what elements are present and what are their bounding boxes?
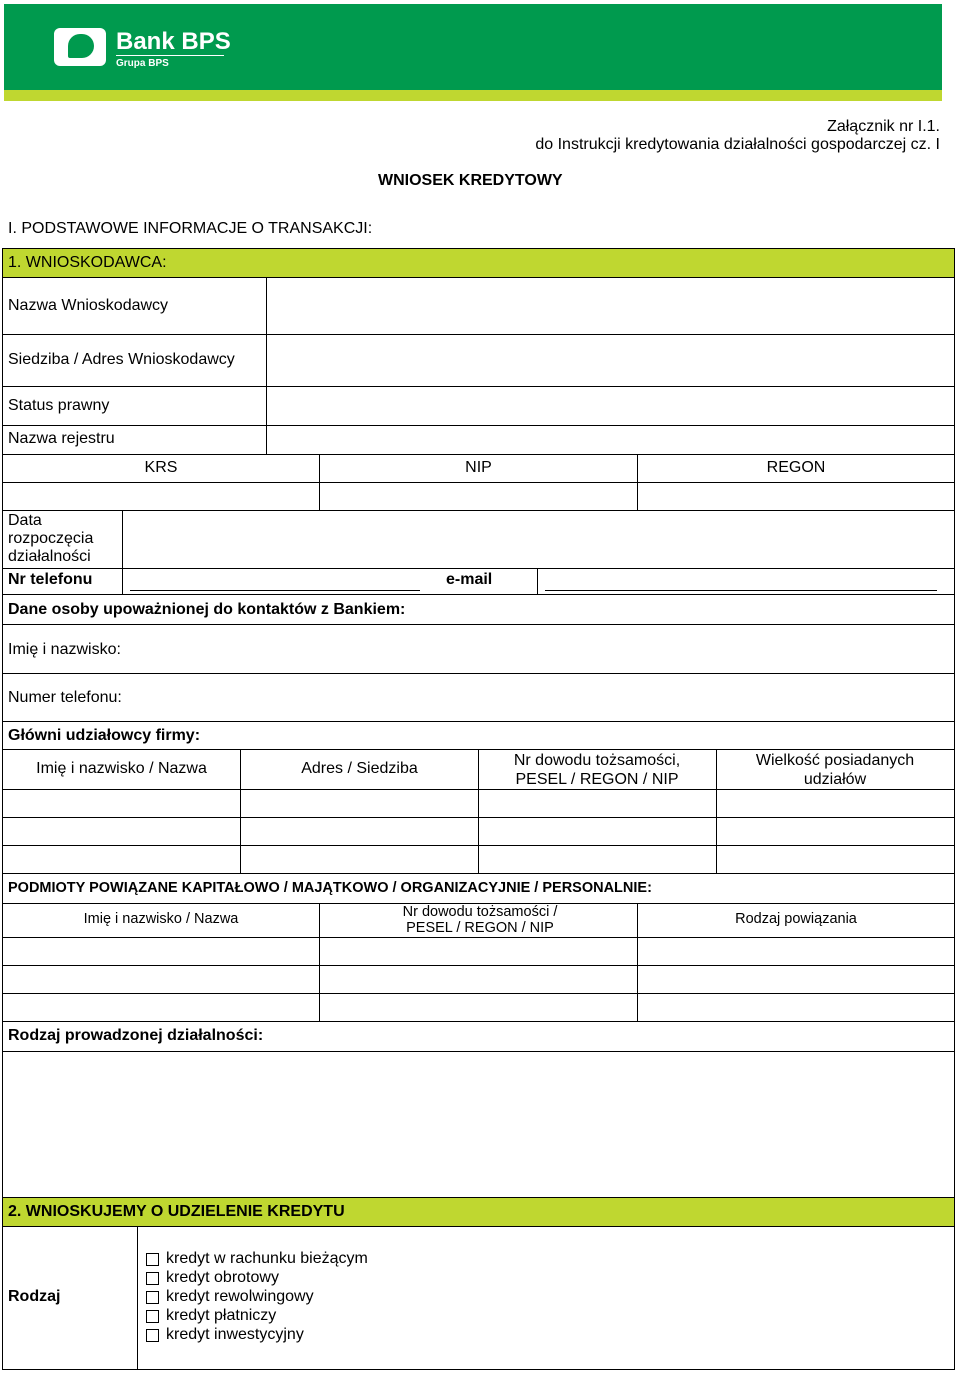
activity-label: Rodzaj prowadzonej działalności: bbox=[8, 1027, 264, 1044]
nip-field[interactable] bbox=[319, 482, 638, 511]
option-label: kredyt inwestycyjny bbox=[166, 1326, 304, 1343]
section-1-header bbox=[2, 248, 955, 278]
annex-number: Załącznik nr I.1. bbox=[827, 118, 940, 135]
table-cell[interactable] bbox=[716, 789, 955, 818]
related-col-relation bbox=[637, 903, 955, 938]
table-cell[interactable] bbox=[240, 845, 479, 874]
credit-type-label: Rodzaj bbox=[8, 1288, 61, 1305]
table-cell[interactable] bbox=[319, 965, 638, 994]
checkbox-investment[interactable] bbox=[146, 1329, 159, 1342]
registry-label: Nazwa rejestru bbox=[8, 430, 115, 447]
brand-name: Bank BPS bbox=[116, 28, 231, 55]
table-cell[interactable] bbox=[319, 993, 638, 1022]
shareholders-col-shares bbox=[716, 749, 955, 790]
option-label: kredyt rewolwingowy bbox=[166, 1288, 314, 1305]
table-cell[interactable] bbox=[2, 993, 320, 1022]
column-header: Wielkość posiadanych udziałów bbox=[755, 752, 915, 788]
shareholders-col-address bbox=[240, 749, 479, 790]
krs-label: KRS bbox=[144, 459, 178, 476]
table-cell[interactable] bbox=[240, 817, 479, 846]
table-cell[interactable] bbox=[2, 789, 241, 818]
related-col-name bbox=[2, 903, 320, 938]
start-date-field[interactable] bbox=[122, 510, 955, 569]
nip-header-cell bbox=[319, 454, 638, 483]
related-header-cell bbox=[2, 873, 955, 904]
table-cell[interactable] bbox=[2, 817, 241, 846]
contact-name-field[interactable] bbox=[2, 624, 955, 674]
checkbox-current-account[interactable] bbox=[146, 1253, 159, 1266]
regon-header-cell bbox=[637, 454, 955, 483]
regon-label: REGON bbox=[766, 459, 826, 476]
applicant-address-label: Siedziba / Adres Wnioskodawcy bbox=[8, 351, 235, 368]
table-cell[interactable] bbox=[2, 965, 320, 994]
krs-field[interactable] bbox=[2, 482, 320, 511]
option-label: kredyt płatniczy bbox=[166, 1307, 277, 1324]
column-header: Nr dowodu tożsamości, PESEL / REGON / NIP bbox=[513, 752, 681, 788]
applicant-name-label-cell bbox=[2, 277, 267, 335]
form-title: WNIOSEK KREDYTOWY bbox=[378, 172, 563, 189]
applicant-name-field[interactable] bbox=[266, 277, 955, 335]
contact-header: Dane osoby upoważnionej do kontaktów z Bankiem: bbox=[8, 601, 406, 618]
table-cell[interactable] bbox=[478, 845, 717, 874]
table-cell[interactable] bbox=[637, 993, 955, 1022]
section-1-title: 1. WNIOSKODAWCA: bbox=[8, 254, 167, 271]
column-header: Adres / Siedziba bbox=[301, 760, 418, 777]
speech-bubble-icon bbox=[68, 34, 94, 58]
table-cell[interactable] bbox=[2, 937, 320, 966]
table-cell[interactable] bbox=[637, 965, 955, 994]
column-header: Nr dowodu tożsamości / PESEL / REGON / NIP bbox=[402, 904, 558, 936]
column-header: Rodzaj powiązania bbox=[735, 911, 857, 927]
option-label: kredyt w rachunku bieżącym bbox=[166, 1250, 368, 1267]
registry-label-cell bbox=[2, 425, 267, 455]
table-cell[interactable] bbox=[2, 845, 241, 874]
shareholders-col-name bbox=[2, 749, 241, 790]
section-2-header bbox=[2, 1197, 955, 1227]
email-label: e-mail bbox=[446, 571, 493, 588]
checkbox-payment[interactable] bbox=[146, 1310, 159, 1323]
table-cell[interactable] bbox=[478, 789, 717, 818]
brand-subtitle: Grupa BPS bbox=[116, 58, 169, 69]
checkbox-working-capital[interactable] bbox=[146, 1272, 159, 1285]
phone-label: Nr telefonu bbox=[8, 571, 93, 588]
table-cell[interactable] bbox=[716, 845, 955, 874]
table-cell[interactable] bbox=[319, 937, 638, 966]
brand-divider bbox=[116, 55, 224, 56]
shareholders-header-cell bbox=[2, 721, 955, 750]
divider bbox=[537, 568, 538, 595]
related-header: PODMIOTY POWIĄZANE KAPITAŁOWO / MAJĄTKOWO / ORGANIZACYJNIE / PERSONALNIE: bbox=[8, 880, 652, 896]
regon-field[interactable] bbox=[637, 482, 955, 511]
nip-label: NIP bbox=[465, 459, 492, 476]
related-col-id bbox=[319, 903, 638, 938]
contact-phone-label: Numer telefonu: bbox=[8, 689, 122, 706]
column-header: Imię i nazwisko / Nazwa bbox=[83, 911, 239, 927]
contact-header-cell bbox=[2, 594, 955, 625]
annex-reference: do Instrukcji kredytowania działalności gospodarczej cz. I bbox=[535, 136, 940, 153]
section-i-title: I. PODSTAWOWE INFORMACJE O TRANSAKCJI: bbox=[8, 220, 373, 237]
table-cell[interactable] bbox=[478, 817, 717, 846]
email-field[interactable] bbox=[545, 590, 937, 591]
contact-phone-field[interactable] bbox=[2, 673, 955, 722]
krs-header-cell bbox=[2, 454, 320, 483]
registry-field[interactable] bbox=[266, 425, 955, 455]
contact-name-label: Imię i nazwisko: bbox=[8, 641, 121, 658]
column-header: Imię i nazwisko / Nazwa bbox=[36, 760, 207, 777]
table-cell[interactable] bbox=[240, 789, 479, 818]
applicant-name-label: Nazwa Wnioskodawcy bbox=[8, 297, 169, 314]
section-2-title: 2. WNIOSKUJEMY O UDZIELENIE KREDYTU bbox=[8, 1203, 345, 1220]
legal-status-field[interactable] bbox=[266, 386, 955, 426]
checkbox-revolving[interactable] bbox=[146, 1291, 159, 1304]
brand-accent-bar bbox=[4, 90, 942, 101]
option-label: kredyt obrotowy bbox=[166, 1269, 279, 1286]
shareholders-header: Główni udziałowcy firmy: bbox=[8, 727, 201, 744]
applicant-address-label-cell bbox=[2, 334, 267, 387]
shareholders-col-id bbox=[478, 749, 717, 790]
legal-status-label-cell bbox=[2, 386, 267, 426]
legal-status-label: Status prawny bbox=[8, 397, 110, 414]
phone-field[interactable] bbox=[130, 590, 420, 591]
activity-field[interactable] bbox=[2, 1051, 955, 1198]
table-cell[interactable] bbox=[637, 937, 955, 966]
applicant-address-field[interactable] bbox=[266, 334, 955, 387]
credit-type-label-cell bbox=[2, 1226, 138, 1370]
start-date-label-cell bbox=[2, 510, 123, 569]
start-date-label: Data rozpoczęcia działalności bbox=[8, 512, 94, 565]
activity-header-cell bbox=[2, 1021, 955, 1052]
table-cell[interactable] bbox=[716, 817, 955, 846]
divider bbox=[122, 568, 123, 595]
